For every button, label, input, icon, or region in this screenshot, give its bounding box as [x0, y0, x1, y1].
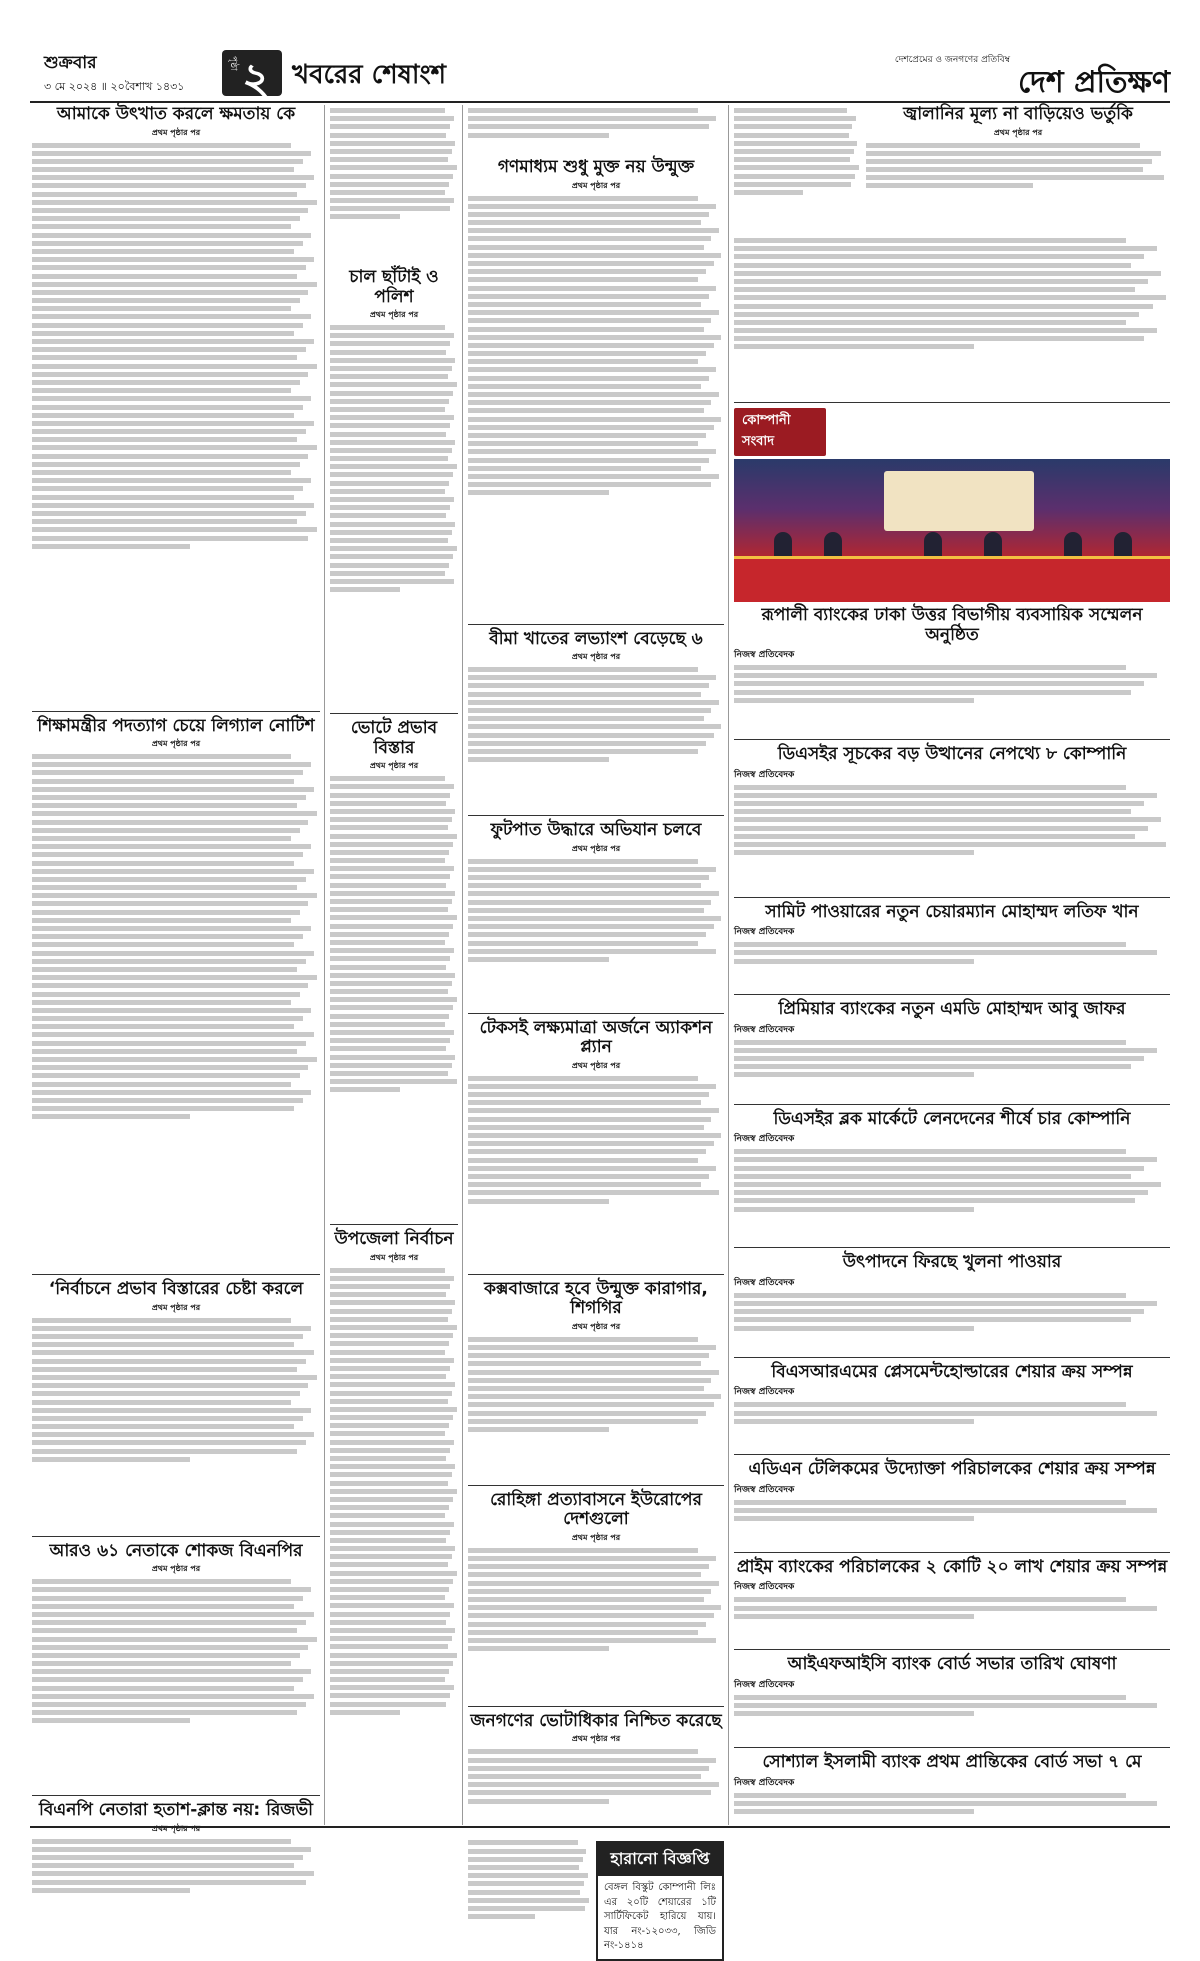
byline: নিজস্ব প্রতিবেদক	[734, 1134, 795, 1145]
article	[468, 158, 724, 616]
headline: আইএফআইসি ব্যাংক বোর্ড সভার তারিখ ঘোষণা	[787, 1654, 1117, 1675]
body-text	[866, 143, 1170, 221]
body-text	[330, 1268, 458, 1888]
continued-label: প্রথম পৃষ্ঠার পর	[571, 1733, 621, 1744]
headline: প্রিমিয়ার ব্যাংকের নতুন এমডি মোহাম্মদ আবু জাফর	[778, 999, 1126, 1020]
continued-label: প্রথম পৃষ্ঠার পর	[151, 1563, 201, 1574]
continued-label: প্রথম পৃষ্ঠার পর	[151, 1301, 201, 1312]
masthead	[30, 50, 1170, 105]
lost-notice-ad	[596, 1841, 724, 1961]
body-text	[468, 1337, 724, 1477]
headline: শিক্ষামন্ত্রীর পদত্যাগ চেয়ে লিগ্যাল নোটিশ	[37, 715, 315, 736]
continued-label: প্রথম পৃষ্ঠার পর	[369, 760, 419, 771]
article	[468, 821, 724, 1005]
article	[734, 1253, 1170, 1349]
body-text	[734, 105, 860, 235]
headline: টেকসই লক্ষ্যমাত্রা অর্জনে অ্যাকশন প্ল্যান	[479, 1017, 713, 1058]
continued-label: প্রথম পৃষ্ঠার পর	[993, 126, 1043, 137]
body-text	[734, 1793, 1170, 1837]
continued-label: প্রথম পৃষ্ঠার পর	[571, 179, 621, 190]
headline: কক্সবাজারে হবে উন্মুক্ত কারাগার, শিগগির	[484, 1278, 708, 1319]
body-text	[734, 1293, 1170, 1349]
body-text	[468, 859, 724, 1005]
continued-label: প্রথম পৃষ্ঠার পর	[151, 126, 201, 137]
page-number: ২	[242, 54, 271, 105]
body-text	[468, 1548, 724, 1698]
byline: নিজস্ব প্রতিবেদক	[734, 1777, 795, 1788]
masthead-date: ৩ মে ২০২৪ ॥ ২০বৈশাখ ১৪৩১	[44, 80, 185, 93]
header-rule	[30, 101, 1170, 103]
column-4	[734, 105, 1170, 1825]
ad-body: বেঙ্গল বিস্কুট কোম্পানী লিঃ এর ২০টি শেয়ারের ১টি সার্টিফিকেট হারিয়ে যায়। যার নং-১২০৩৩, জিডি নং-১৪১৪	[604, 1882, 716, 1952]
body-text	[734, 1695, 1170, 1739]
article	[468, 1491, 724, 1698]
body-text	[734, 1402, 1170, 1446]
body-text	[734, 1040, 1170, 1096]
headline: বিএসআরএমের প্লেসমেন্টহোল্ডারের শেয়ার ক্রয় সম্পন্ন	[771, 1361, 1133, 1382]
body-text	[32, 1579, 320, 1787]
body-text	[330, 776, 458, 1216]
headline: জনগণের ভোটাধিকার নিশ্চিত করেছে	[470, 1710, 722, 1731]
continued-label: প্রথম পৃষ্ঠার পর	[369, 1251, 419, 1262]
headline: চাল ছাঁটাই ও পলিশ	[349, 267, 439, 307]
article	[734, 1460, 1170, 1544]
headline: এডিএন টেলিকমের উদ্যোক্তা পরিচালকের শেয়ার ক্রয় সম্পন্ন	[748, 1459, 1156, 1480]
article	[32, 1280, 320, 1528]
byline: নিজস্ব প্রতিবেদক	[734, 769, 795, 780]
headline: ডিএসইর ব্লক মার্কেটে লেনদেনের শীর্ষে চার কোম্পানি	[773, 1108, 1131, 1129]
page-number-box	[222, 50, 282, 105]
headline: আরও ৬১ নেতাকে শোকজ বিএনপির	[49, 1540, 303, 1561]
headline: জ্বালানির মূল্য না বাড়িয়েও ভর্তুকি	[903, 104, 1133, 124]
body-text	[32, 754, 320, 1266]
body-text	[330, 325, 458, 705]
article	[866, 105, 1170, 221]
article	[468, 1280, 724, 1477]
body-text	[734, 1597, 1170, 1641]
article	[330, 719, 458, 1216]
body-text	[330, 108, 458, 268]
masthead-day: শুক্রবার	[44, 53, 97, 73]
brand-tagline: দেশপ্রেমের ও জনগণের প্রতিবিম্ব	[894, 55, 1010, 65]
headline: ফুটপাত উদ্ধারে অভিযান চলবে	[490, 820, 702, 841]
headline: সামিট পাওয়ারের নতুন চেয়ারম্যান মোহাম্মদ লতিফ খান	[765, 901, 1139, 922]
headline: বিএনপি নেতারা হতাশ-ক্লান্ত নয়: রিজভী	[38, 1800, 314, 1821]
article	[330, 1230, 458, 1888]
article	[32, 105, 320, 703]
body-text	[734, 785, 1170, 889]
article	[468, 630, 724, 808]
continued-label: প্রথম পৃষ্ঠার পর	[151, 738, 201, 749]
article	[734, 1753, 1170, 1837]
column-1	[32, 104, 320, 1833]
headline: ভোটে প্রভাব বিস্তার	[350, 718, 438, 758]
article	[734, 903, 1170, 987]
headline: রূপালী ব্যাংকের ঢাকা উত্তর বিভাগীয় ব্যবসায়িক সম্মেলন অনুষ্ঠিত	[761, 605, 1143, 645]
body-text	[468, 1837, 590, 1957]
body-text	[734, 1149, 1170, 1239]
article	[468, 1712, 724, 1830]
body-text	[468, 196, 724, 616]
byline: নিজস্ব প্রতিবেদক	[734, 1582, 795, 1593]
article	[734, 606, 1170, 731]
event-photo	[734, 459, 1170, 602]
body-text	[734, 942, 1170, 986]
brand-logo: দেশ প্রতিক্ষণ	[1017, 65, 1170, 100]
body-text	[734, 238, 1170, 398]
article	[32, 1542, 320, 1788]
body-text	[32, 143, 320, 703]
column-2	[330, 105, 458, 1825]
continued-label: প্রথম পৃষ্ঠার পর	[369, 309, 419, 320]
headline: ‘নির্বাচনে প্রভাব বিস্তারের চেষ্টা করলে	[48, 1279, 304, 1300]
body-text	[734, 1500, 1170, 1544]
article	[734, 745, 1170, 889]
byline: নিজস্ব প্রতিবেদক	[734, 1024, 795, 1035]
continued-label: প্রথম পৃষ্ঠার পর	[571, 1059, 621, 1070]
headline: উৎপাদনে ফিরছে খুলনা পাওয়ার	[842, 1252, 1062, 1273]
byline: নিজস্ব প্রতিবেদক	[734, 1277, 795, 1288]
section-title: খবরের শেষাংশ	[292, 60, 447, 90]
byline: নিজস্ব প্রতিবেদক	[734, 650, 795, 661]
body-text	[32, 1839, 320, 1919]
headline: সোশ্যাল ইসলামী ব্যাংক প্রথম প্রান্তিকের বোর্ড সভা ৭ মে	[762, 1752, 1142, 1773]
byline: নিজস্ব প্রতিবেদক	[734, 1387, 795, 1398]
column-3	[468, 105, 724, 1952]
article	[32, 717, 320, 1267]
byline: নিজস্ব প্রতিবেদক	[734, 1680, 795, 1691]
article	[734, 1363, 1170, 1447]
byline: নিজস্ব প্রতিবেদক	[734, 1484, 795, 1495]
company-news-label: কোম্পানী সংবাদ	[734, 408, 826, 456]
footer-rule	[30, 1826, 1170, 1828]
byline: নিজস্ব প্রতিবেদক	[734, 927, 795, 938]
body-text	[32, 1318, 320, 1528]
body-text	[468, 108, 724, 158]
headline: বীমা খাতের লভ্যাংশ বেড়েছে ৬	[489, 628, 703, 649]
continued-label: প্রথম পৃষ্ঠার পর	[151, 1822, 201, 1833]
continued-label: প্রথম পৃষ্ঠার পর	[571, 651, 621, 662]
headline: রোহিঙ্গা প্রত্যাবাসনে ইউরোপের দেশগুলো	[490, 1489, 702, 1530]
headline: প্রাইম ব্যাংকের পরিচালকের ২ কোটি ২০ লাখ শেয়ার ক্রয় সম্পন্ন	[736, 1556, 1168, 1577]
page-label: পৃষ্ঠা	[228, 56, 238, 71]
article	[734, 1110, 1170, 1240]
article	[330, 268, 458, 705]
headline: ডিএসইর সূচকের বড় উত্থানের নেপথ্যে ৮ কোম্পানি	[777, 744, 1127, 765]
continued-label: প্রথম পৃষ্ঠার পর	[571, 1320, 621, 1331]
headline: আমাকে উৎখাত করলে ক্ষমতায় কে	[56, 104, 296, 124]
body-text	[468, 1749, 724, 1829]
article	[734, 1000, 1170, 1096]
body-text	[468, 667, 724, 807]
ad-title: হারানো বিজ্ঞপ্তি	[598, 1843, 722, 1876]
body-text	[468, 1076, 724, 1266]
headline: গণমাধ্যম শুধু মুক্ত নয় উন্মুক্ত	[497, 157, 695, 177]
body-text	[734, 665, 1170, 731]
continued-label: প্রথম পৃষ্ঠার পর	[571, 842, 621, 853]
headline: উপজেলা নির্বাচন	[334, 1229, 454, 1250]
article	[468, 1019, 724, 1266]
article	[734, 1655, 1170, 1739]
article	[734, 1558, 1170, 1642]
continued-label: প্রথম পৃষ্ঠার পর	[571, 1531, 621, 1542]
article	[32, 1801, 320, 1919]
